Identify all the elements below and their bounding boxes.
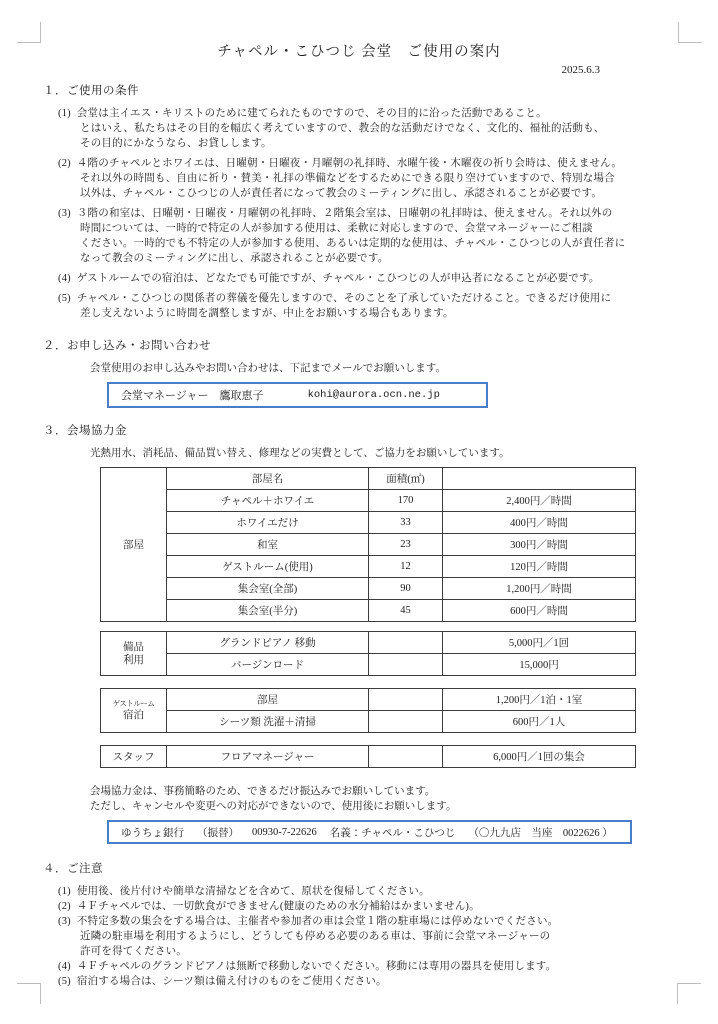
equipment-fee-table <box>100 631 636 676</box>
room-fee: 400円／時間 <box>443 512 636 534</box>
table-row <box>101 746 636 768</box>
section3-intro: 光熱用水、消耗品、備品買い替え、修理などの実費として、ご協力をお願いしています。 <box>90 448 510 459</box>
room-area: 90 <box>369 578 443 600</box>
room-area: 170 <box>369 490 443 512</box>
item-text: それ以外の時間も、自由に祈り・賛美・礼拝の準備などをするためにできる限り空けていますので、特別な場合 <box>80 173 615 184</box>
room-name: 和室 <box>167 534 369 556</box>
contact-email: kohi@aurora.ocn.ne.jp <box>307 389 440 401</box>
item-text: とはいえ、私たちはその目的を幅広く考えていますので、教会的な活動だけでなく、文化的、福祉的活動も、 <box>80 123 605 134</box>
item-text: ４階のチャペルとホワイエは、日曜朝・日曜夜・月曜朝の礼拝時、水曜午後・木曜夜の祈り会時は、使えません。 <box>76 158 623 169</box>
room-fee-table <box>100 467 636 622</box>
empty-cell <box>369 632 443 654</box>
room-fee: 600円／時間 <box>443 600 636 622</box>
contact-box <box>107 382 488 408</box>
empty-cell <box>369 711 443 733</box>
list-item <box>0 974 718 989</box>
list-item <box>0 899 718 914</box>
empty-cell <box>369 654 443 676</box>
staff-fee-table <box>100 745 636 768</box>
contact-name: 会堂マネージャー 鷹取恵子 <box>121 390 264 402</box>
table-category-cell: 部屋 <box>101 468 167 622</box>
item-text: ３階の和室は、日曜朝・日曜夜・月曜朝の礼拝時、２階集会室は、日曜朝の礼拝時は、使えません。それ以外の <box>76 208 613 219</box>
guestroom-fee-table <box>100 688 636 733</box>
bank-account-holder: 名義：チャペル・こひつじ <box>329 827 456 839</box>
section1-heading: １．ご使用の条件 <box>43 85 139 97</box>
item-number: (3) <box>58 916 71 927</box>
room-fee: 300円／時間 <box>443 534 636 556</box>
table-category-cell: スタッフ <box>101 746 167 768</box>
payment-note-2: ただし、キャンセルや変更への対応ができないので、使用後にお願いします。 <box>90 801 457 812</box>
table-row <box>101 534 636 556</box>
item-text: 宿泊する場合は、シーツ類は備え付けのものをご使用ください。 <box>76 976 387 987</box>
bank-account-box <box>107 820 632 844</box>
item-number: (2) <box>58 158 71 169</box>
staff-role: フロアマネージャー <box>167 746 369 768</box>
crop-mark-top-left <box>17 22 41 43</box>
document-date: 2025.6.3 <box>561 64 600 76</box>
room-name: 集会室(半分) <box>167 600 369 622</box>
bank-method: （振替） <box>197 827 239 839</box>
crop-mark-top-right <box>678 22 702 43</box>
list-item <box>0 291 718 321</box>
equipment-name: グランドピアノ 移動 <box>167 632 369 654</box>
category-line: ゲストルーム <box>112 699 155 708</box>
category-line: 備品 <box>123 641 144 653</box>
section4-heading: ４．ご注意 <box>43 863 103 875</box>
room-name: チャペル＋ホワイエ <box>167 490 369 512</box>
item-text: ゲストルームでの宿泊は、どなたでも可能ですが、チャペル・こひつじの人が申込者になることが必要です。 <box>76 273 600 284</box>
room-area: 23 <box>369 534 443 556</box>
room-name: ゲストルーム(使用) <box>167 556 369 578</box>
staff-fee: 6,000円／1回の集会 <box>443 746 636 768</box>
bank-account-number: 00930-7-22626 <box>252 826 317 838</box>
table-header-cell: 部屋名 <box>167 468 369 490</box>
item-number: (5) <box>58 293 71 304</box>
item-text: 不特定多数の集会をする場合は、主催者や参加者の車は会堂１階の駐車場には停めないでください。 <box>76 916 559 927</box>
room-area: 12 <box>369 556 443 578</box>
item-text: ください。一時的でも不特定の人が参加する使用、あるいは定期的な使用は、チャペル・こひつじの人が責任者に <box>80 238 626 249</box>
table-row <box>101 632 636 654</box>
list-item <box>0 156 718 201</box>
bank-name: ゆうちょ銀行 <box>121 827 184 839</box>
list-item <box>0 914 718 959</box>
item-number: (1) <box>58 886 71 897</box>
item-number: (4) <box>58 273 71 284</box>
item-text: その目的にかなうなら、お貸しします。 <box>80 138 272 149</box>
item-text: チャペル・こひつじの関係者の葬儀を優先しますので、そのことを了承していただけること。できるだけ使用に <box>76 293 612 304</box>
room-name: ホワイエだけ <box>167 512 369 534</box>
crop-mark-bottom-left <box>17 983 41 1004</box>
list-item <box>0 884 718 899</box>
bank-branch: （〇九九店 当座 0022626 ） <box>468 827 613 839</box>
table-row <box>101 711 636 733</box>
guestroom-item: シーツ類 洗濯＋清掃 <box>167 711 369 733</box>
item-text: 以外は、チャペル・こひつじの人が責任者になって教会のミーティングに出し、承認されることが必要です。 <box>80 188 603 199</box>
crop-mark-bottom-right <box>677 983 701 1004</box>
table-header-cell <box>443 468 636 490</box>
empty-cell <box>369 746 443 768</box>
item-text: 近隣の駐車場を利用するようにし、どうしても停める必要のある車は、事前に会堂マネージャーの <box>80 931 551 942</box>
table-row <box>101 600 636 622</box>
room-fee: 2,400円／時間 <box>443 490 636 512</box>
guestroom-item: 部屋 <box>167 689 369 711</box>
table-category-cell <box>101 689 167 733</box>
empty-cell <box>369 689 443 711</box>
section3-heading: ３．会場協力金 <box>43 425 127 437</box>
category-line: 利用 <box>123 654 144 666</box>
guestroom-fee: 1,200円／1泊・1室 <box>443 689 636 711</box>
table-row <box>101 512 636 534</box>
item-number: (4) <box>58 961 71 972</box>
section2-heading: ２．お申し込み・お問い合わせ <box>43 340 211 352</box>
item-text: 許可を得てください。 <box>80 946 187 957</box>
item-text: 使用後、後片付けや簡単な清掃などを含めて、原状を復帰してください。 <box>76 886 430 897</box>
room-area: 33 <box>369 512 443 534</box>
list-item <box>0 271 718 286</box>
list-item <box>0 206 718 266</box>
room-name: 集会室(全部) <box>167 578 369 600</box>
item-text: ４Ｆチャペルのグランドピアノは無断で移動しないでください。移動には専用の器具を使用します。 <box>76 961 557 972</box>
table-row <box>101 468 636 490</box>
room-fee: 120円／時間 <box>443 556 636 578</box>
section1-items <box>0 106 718 321</box>
table-category-cell <box>101 632 167 676</box>
payment-note-1: 会場協力金は、事務簡略のため、できるだけ振込みでお願いしています。 <box>90 786 436 797</box>
item-number: (3) <box>58 208 71 219</box>
item-text: なって教会のミーティングに出し、承認されることが必要です。 <box>80 253 389 264</box>
guestroom-fee: 600円／1人 <box>443 711 636 733</box>
category-line: 宿泊 <box>123 710 144 721</box>
table-row <box>101 578 636 600</box>
table-row <box>101 689 636 711</box>
equipment-fee: 5,000円／1回 <box>443 632 636 654</box>
item-text: 差し支えないように時間を調整しますが、中止をお願いする場合もあります。 <box>80 308 454 319</box>
item-number: (1) <box>58 108 71 119</box>
list-item <box>0 959 718 974</box>
equipment-name: バージンロード <box>167 654 369 676</box>
room-area: 45 <box>369 600 443 622</box>
table-header-cell: 面積(㎡) <box>369 468 443 490</box>
room-fee: 1,200円／時間 <box>443 578 636 600</box>
item-text: ４Ｆチャペルでは、一切飲食ができません(健康のための水分補給はかまいません)。 <box>76 901 480 912</box>
section2-intro: 会堂使用のお申し込みやお問い合わせは、下記までメールでお願いします。 <box>90 363 446 374</box>
table-row <box>101 654 636 676</box>
page-title: チャペル・こひつじ 会堂 ご使用の案内 <box>217 44 501 60</box>
table-row <box>101 490 636 512</box>
list-item <box>0 106 718 151</box>
item-text: 会堂は主イエス・キリストのために建てられたものですので、その目的に沿った活動であること。 <box>76 108 547 119</box>
table-row <box>101 556 636 578</box>
equipment-fee: 15,000円 <box>443 654 636 676</box>
item-number: (2) <box>58 901 71 912</box>
item-number: (5) <box>58 976 71 987</box>
section4-items <box>0 884 718 989</box>
item-text: 時間については、一時的で特定の人が参加する使用は、柔軟に対応しますので、会堂マネージャーにご相談 <box>80 223 593 234</box>
